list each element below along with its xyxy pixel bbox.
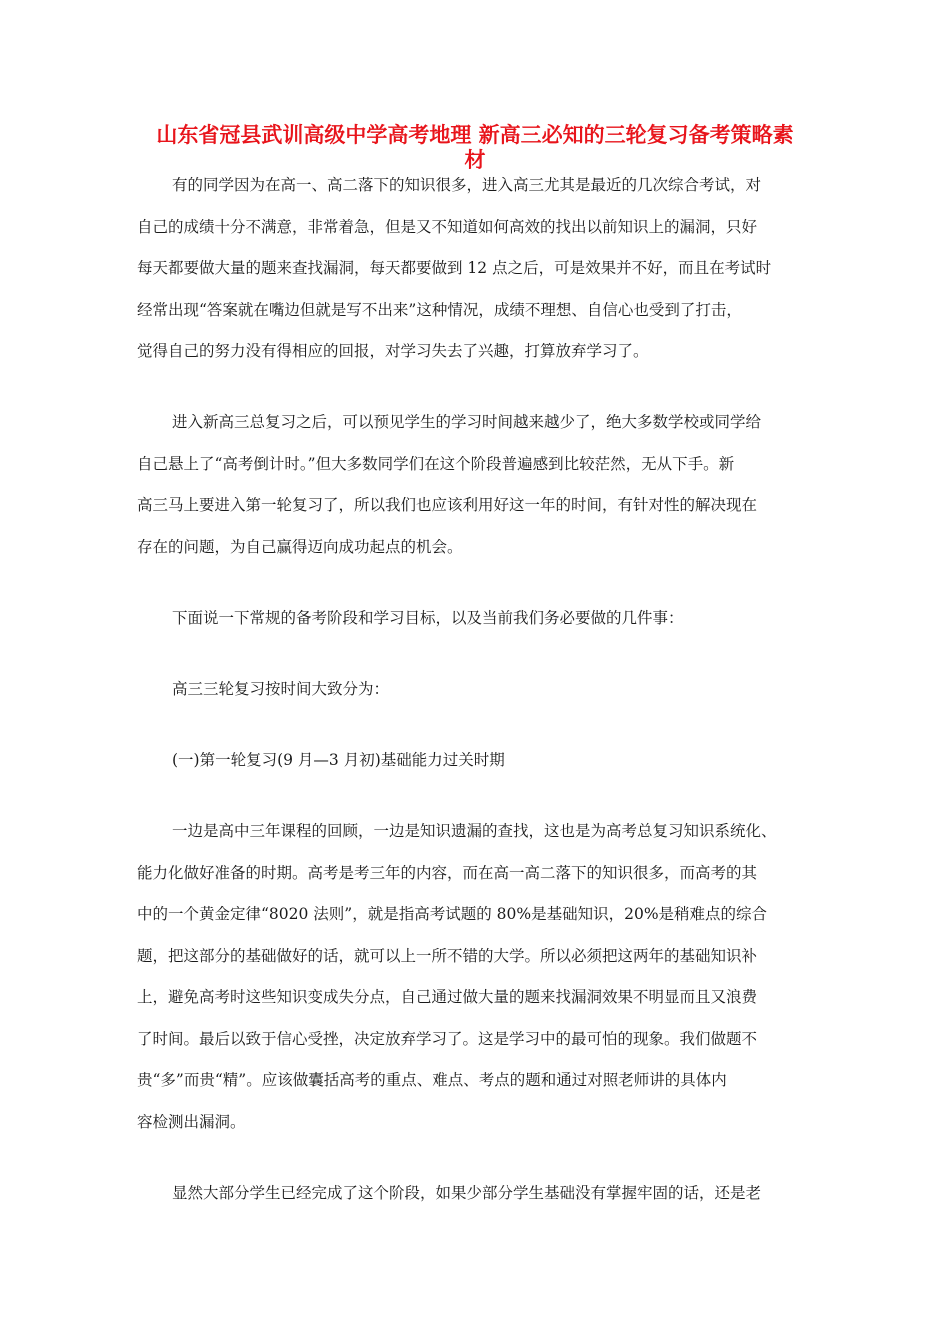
- paragraph-1-line-1: 有的同学因为在高一、高二落下的知识很多，进入高三尤其是最近的几次综合考试，对: [172, 176, 762, 194]
- paragraph-1-line-5: 觉得自己的努力没有得相应的回报，对学习失去了兴趣，打算放弃学习了。: [137, 342, 649, 360]
- paragraph-2-line-4: 存在的问题，为自己赢得迈向成功起点的机会。: [137, 538, 463, 556]
- paragraph-6-line-6: 了时间。最后以致于信心受挫，决定放弃学习了。这是学习中的最可怕的现象。我们做题不: [137, 1030, 758, 1048]
- paragraph-2-line-1: 进入新高三总复习之后，可以预见学生的学习时间越来越少了，绝大多数学校或同学给: [172, 413, 762, 431]
- paragraph-6-line-7: 贵“多”而贵“精”。应该做囊括高考的重点、难点、考点的题和通过对照老师讲的具体内: [137, 1071, 727, 1089]
- paragraph-2-line-2: 自己悬上了“高考倒计时。”但大多数同学们在这个阶段普遍感到比较茫然，无从下手。新: [137, 455, 735, 473]
- paragraph-6-line-1: 一边是高中三年课程的回顾，一边是知识遗漏的查找，这也是为高考总复习知识系统化、: [172, 822, 777, 840]
- paragraph-1-line-3: 每天都要做大量的题来查找漏洞，每天都要做到 12 点之后，可是效果并不好，而且在考试时: [137, 259, 772, 277]
- paragraph-6-line-8: 容检测出漏洞。: [137, 1113, 246, 1131]
- paragraph-4-line-1: 高三三轮复习按时间大致分为：: [172, 680, 390, 698]
- paragraph-1-line-4: 经常出现“答案就在嘴边但就是写不出来”这种情况，成绩不理想、自信心也受到了打击，: [137, 301, 742, 319]
- paragraph-6-line-4: 题，把这部分的基础做好的话，就可以上一所不错的大学。所以必须把这两年的基础知识补: [137, 947, 758, 965]
- paragraph-1-line-2: 自己的成绩十分不满意，非常着急，但是又不知道如何高效的找出以前知识上的漏洞，只好: [137, 218, 758, 236]
- paragraph-2-line-3: 高三马上要进入第一轮复习了，所以我们也应该利用好这一年的时间，有针对性的解决现在: [137, 496, 758, 514]
- document-title: [132, 122, 818, 172]
- title-line-1: 山东省冠县武训高级中学高考地理 新高三必知的三轮复习备考策略素: [156, 122, 794, 147]
- title-line-2: 材: [464, 147, 486, 172]
- section-heading-first-review: (一)第一轮复习(9 月—3 月初)基础能力过关时期: [172, 751, 505, 769]
- paragraph-7-line-1: 显然大部分学生已经完成了这个阶段，如果少部分学生基础没有掌握牢固的话，还是老: [172, 1184, 762, 1202]
- paragraph-6-line-2: 能力化做好准备的时期。高考是考三年的内容，而在高一高二落下的知识很多，而高考的其: [137, 864, 758, 882]
- paragraph-6-line-5: 上，避免高考时这些知识变成失分点，自己通过做大量的题来找漏洞效果不明显而且又浪费: [137, 988, 758, 1006]
- paragraph-3-line-1: 下面说一下常规的备考阶段和学习目标，以及当前我们务必要做的几件事：: [172, 609, 684, 627]
- paragraph-6-line-3: 中的一个黄金定律“8020 法则”，就是指高考试题的 80%是基础知识，20%是稍难点的综合: [137, 905, 768, 923]
